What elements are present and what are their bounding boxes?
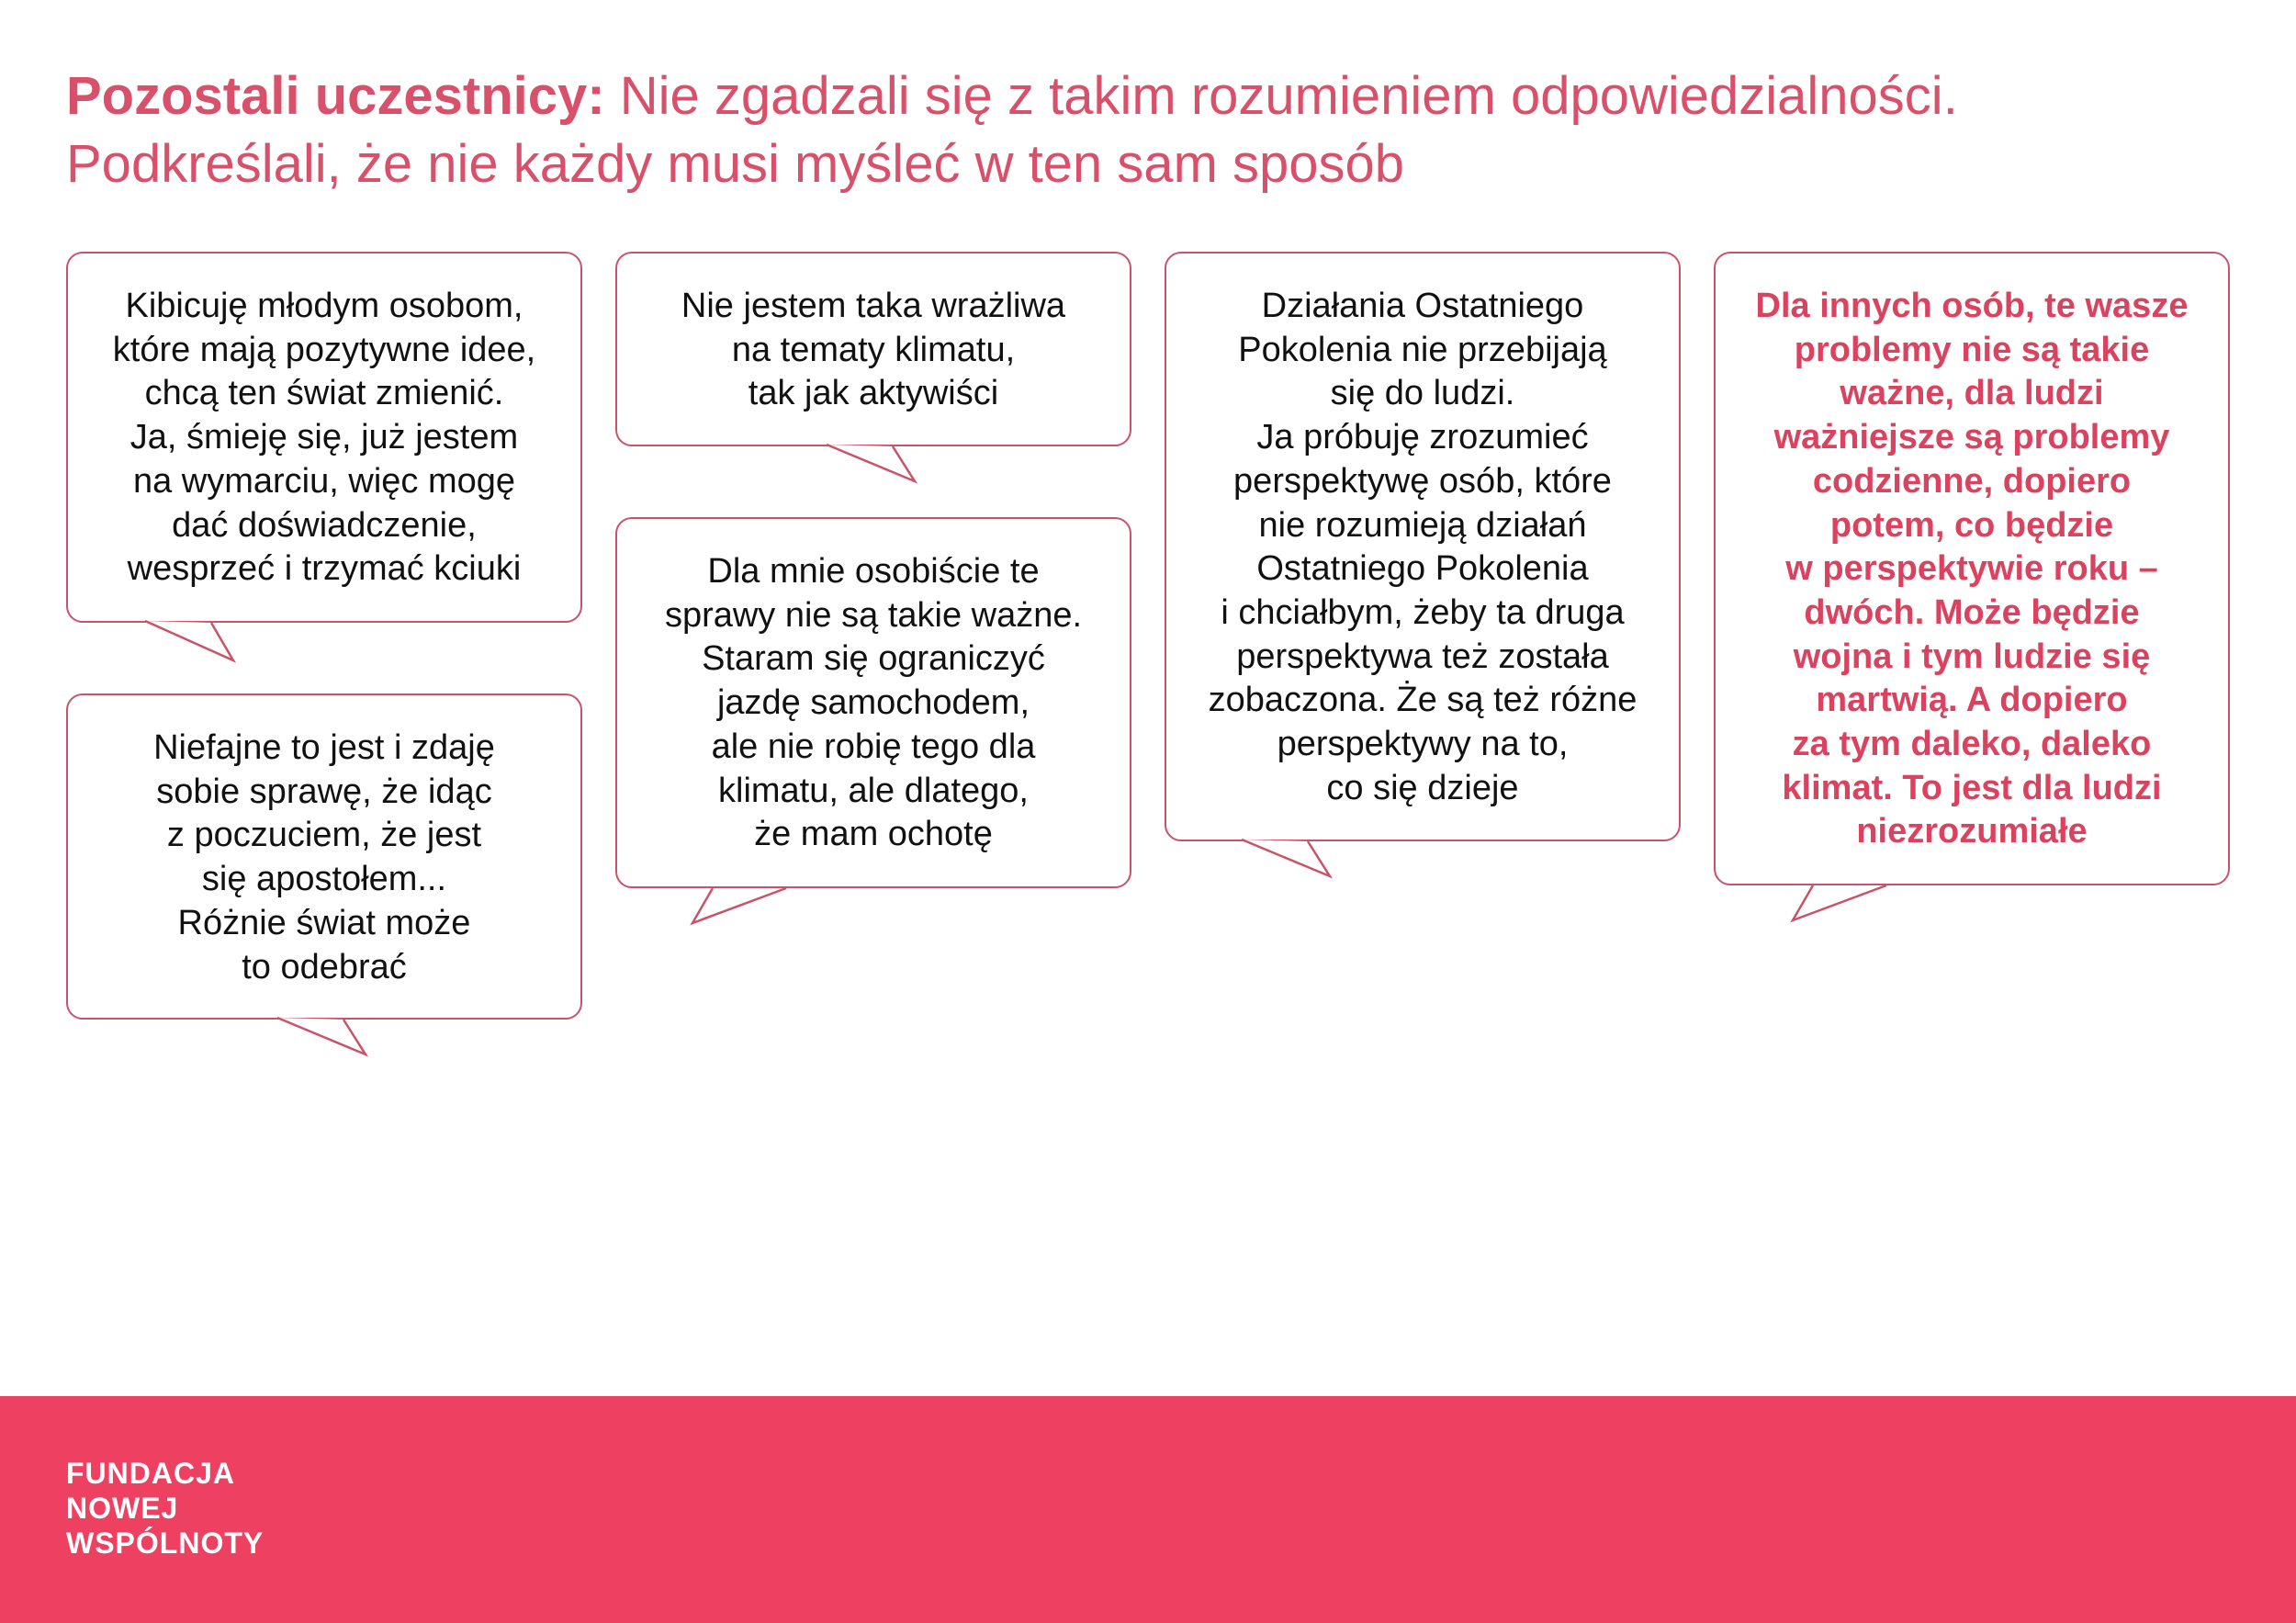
speech-bubble-tail [276,1016,377,1062]
quote-bubble-3 [615,252,1131,446]
foundation-logo [66,1456,264,1561]
quote-bubble-4 [615,517,1131,888]
quote-text: Kibicuję młodym osobom, które mają pozytywne idee, chcą ten świat zmienić. Ja, śmieję się, już jestem na wymarciu, więc mogę dać doświadczenie, wesprzeć i trzymać kciuki [112,287,536,589]
title-line2: Podkreślali, że nie każdy musi myśleć w ten sam sposób [66,134,1405,194]
quote-text: Działania Ostatniego Pokolenia nie przebijają się do ludzi. Ja próbuję zrozumieć perspektywę osób, które nie rozumieją działań Ostatniego Pokolenia i chciałbym, żeby ta druga perspektywa też została zobaczona. Że są też różne perspektywy na to, co się dzieje [1208,287,1638,807]
speech-bubble-tail [689,885,790,930]
footer-band [0,1396,2296,1623]
quote-text: Dla mnie osobiście te sprawy nie są takie ważne. Staram się ograniczyć jazdę samochodem, ale nie robię tego dla klimatu, ale dlatego, że mam ochotę [664,552,1083,854]
speech-bubble-tail [825,443,926,489]
logo-line: WSPÓLNOTY [66,1527,264,1560]
quote-text: Nie jestem taka wrażliwa na tematy klimatu, tak jak aktywiści [681,287,1066,413]
quote-bubble-5 [1165,252,1681,841]
quote-bubble-6 [1714,252,2230,885]
quote-bubble-1 [66,252,582,623]
title-lead: Pozostali uczestnicy: [66,66,605,126]
speech-bubble-tail [1789,882,1890,928]
title-line1: Nie zgadzali się z takim rozumieniem odpowiedzialności. [604,66,1958,126]
quote-text: Dla innych osób, te wasze problemy nie są takie ważne, dla ludzi ważniejsze są problemy codzienne, dopiero potem, co będzie w perspektywie roku – dwóch. Może będzie wojna i tym ludzie się martwią. A dopiero za tym daleko, daleko klimat. To jest dla ludzi niezrozumiałe [1755,287,2189,851]
quote-text: Niefajne to jest i zdaję sobie sprawę, że idąc z poczuciem, że jest się apostołem... Różnie świat może to odebrać [153,728,495,986]
page-title [66,62,2252,198]
logo-line: NOWEJ [66,1492,179,1525]
quote-bubble-2 [66,693,582,1020]
logo-line: FUNDACJA [66,1457,235,1490]
speech-bubble-tail [1240,838,1341,884]
speech-bubble-tail [143,619,244,665]
